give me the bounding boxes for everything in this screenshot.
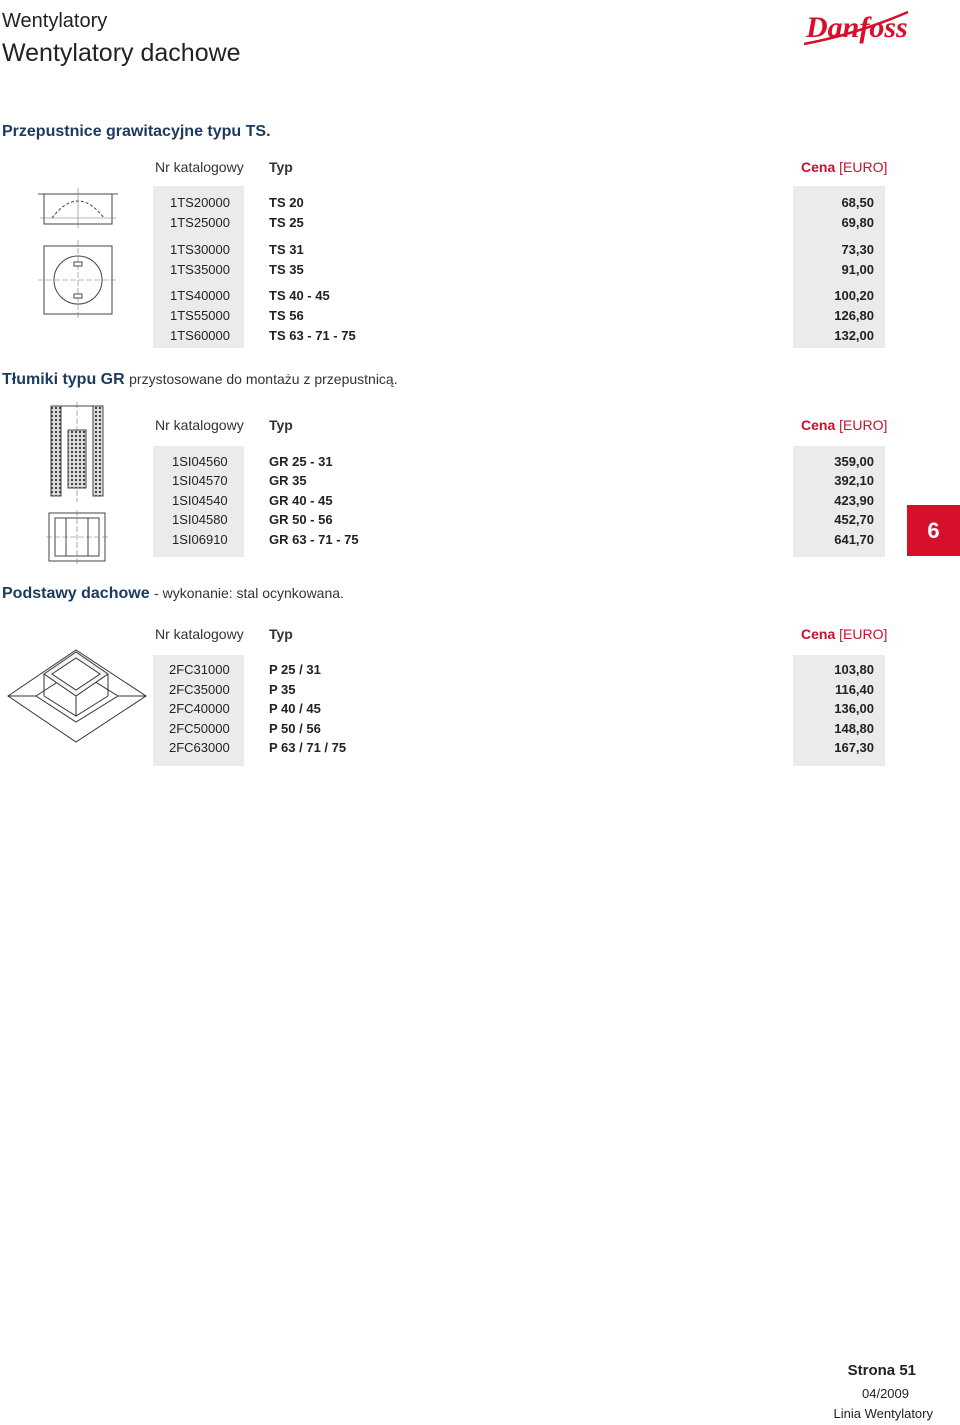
- table-row-catalog: 1TS40000: [170, 288, 230, 303]
- table-row-catalog: 1TS30000: [170, 242, 230, 257]
- table-row-catalog: 1TS20000: [170, 195, 230, 210]
- table-row-type: P 63 / 71 / 75: [269, 740, 347, 755]
- table-row-type: GR 35: [269, 473, 307, 488]
- page-title: Wentylatory dachowe: [2, 39, 241, 67]
- table-row-price: 91,00: [841, 262, 874, 277]
- table-row-catalog: 2FC35000: [169, 682, 230, 697]
- page-number: Strona 51: [847, 1362, 916, 1379]
- table-row-price: 73,30: [841, 242, 874, 257]
- brand-logo: [802, 4, 912, 50]
- table-row-type: TS 40 - 45: [269, 288, 330, 303]
- col-header-price: Cena [EURO]: [801, 417, 888, 433]
- table-row-catalog: 2FC31000: [169, 662, 230, 677]
- table-row-type: GR 50 - 56: [269, 512, 333, 527]
- table-row-price: 136,00: [834, 701, 874, 716]
- table-row-price: 359,00: [834, 454, 874, 469]
- col-header-catalog: Nr katalogowy: [155, 159, 244, 175]
- table-row-type: P 40 / 45: [269, 701, 321, 716]
- roof-base-drawing: [6, 638, 148, 748]
- table-row-price: 103,80: [834, 662, 874, 677]
- table-row-price: 148,80: [834, 721, 874, 736]
- table-row-catalog: 1TS35000: [170, 262, 230, 277]
- table-row-type: TS 25: [269, 215, 304, 230]
- table-row-type: GR 25 - 31: [269, 454, 333, 469]
- table-row-catalog: 2FC63000: [169, 740, 230, 755]
- silencer-side-drawing: [46, 402, 108, 502]
- silencer-top-drawing: [46, 510, 108, 564]
- table-row-type: TS 56: [269, 308, 304, 323]
- table-row-catalog: 1SI04570: [172, 473, 228, 488]
- col-header-type: Typ: [269, 417, 293, 433]
- table-row-price: 132,00: [834, 328, 874, 343]
- brand-logo-text: Danfoss: [806, 11, 908, 44]
- table-row-type: TS 35: [269, 262, 304, 277]
- table-row-price: 167,30: [834, 740, 874, 755]
- table-row-price: 392,10: [834, 473, 874, 488]
- header-category: Wentylatory: [2, 10, 108, 32]
- section-title-gr: Tłumiki typu GR przystosowane do montażu z przepustnicą.: [2, 371, 398, 388]
- table-row-type: TS 63 - 71 - 75: [269, 328, 356, 343]
- table-row-catalog: 1SI04580: [172, 512, 228, 527]
- table-row-price: 641,70: [834, 532, 874, 547]
- table-row-catalog: 1SI04560: [172, 454, 228, 469]
- table-row-type: TS 20: [269, 195, 304, 210]
- col-header-type: Typ: [269, 159, 293, 175]
- col-header-price: Cena [EURO]: [801, 159, 888, 175]
- product-line: Linia Wentylatory: [833, 1406, 933, 1421]
- col-header-catalog: Nr katalogowy: [155, 417, 244, 433]
- issue-date: 04/2009: [862, 1386, 909, 1401]
- col-header-type: Typ: [269, 626, 293, 642]
- table-row-catalog: 1TS55000: [170, 308, 230, 323]
- table-row-catalog: 1TS25000: [170, 215, 230, 230]
- damper-side-drawing: [38, 188, 118, 228]
- table-row-price: 423,90: [834, 493, 874, 508]
- section-title-p: Podstawy dachowe - wykonanie: stal ocynkowana.: [2, 585, 344, 602]
- table-row-price: 68,50: [841, 195, 874, 210]
- table-row-catalog: 1SI06910: [172, 532, 228, 547]
- col-header-price: Cena [EURO]: [801, 626, 888, 642]
- table-row-price: 126,80: [834, 308, 874, 323]
- section-title-ts: Przepustnice grawitacyjne typu TS.: [2, 123, 271, 140]
- table-row-catalog: 1SI04540: [172, 493, 228, 508]
- table-row-catalog: 2FC40000: [169, 701, 230, 716]
- table-row-type: GR 63 - 71 - 75: [269, 532, 359, 547]
- table-row-type: TS 31: [269, 242, 304, 257]
- table-row-type: P 25 / 31: [269, 662, 321, 677]
- table-row-price: 69,80: [841, 215, 874, 230]
- table-row-type: P 35: [269, 682, 296, 697]
- table-row-type: P 50 / 56: [269, 721, 321, 736]
- table-row-catalog: 2FC50000: [169, 721, 230, 736]
- table-row-type: GR 40 - 45: [269, 493, 333, 508]
- damper-top-drawing: [38, 240, 118, 320]
- table-row-catalog: 1TS60000: [170, 328, 230, 343]
- table-row-price: 452,70: [834, 512, 874, 527]
- table-row-price: 100,20: [834, 288, 874, 303]
- chapter-tab[interactable]: 6: [907, 505, 960, 556]
- col-header-catalog: Nr katalogowy: [155, 626, 244, 642]
- table-row-price: 116,40: [834, 682, 874, 697]
